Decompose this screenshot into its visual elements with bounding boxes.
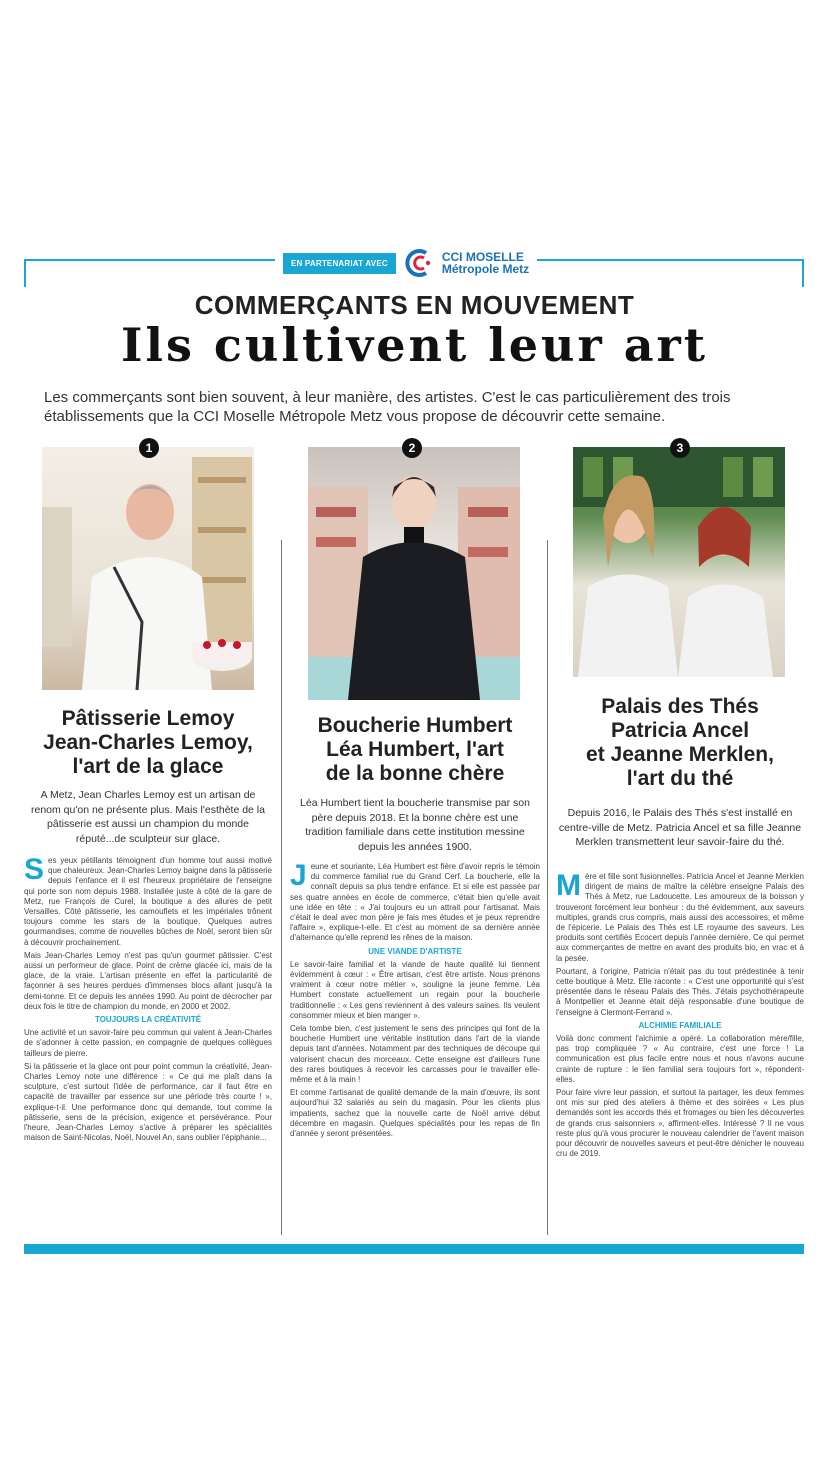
article-3-paragraph-3: Voilà donc comment l'alchimie a opéré. La collaboration mère/fille, pas trop compliquée ? « Au contraire, c'est une force ! La communication est plus facile entre nous et nous n'avons aucune crainte de rupture : le lien familial sera toujours fort », répondent-elles. bbox=[556, 1034, 804, 1084]
article-lede-1: A Metz, Jean Charles Lemoy est un artisan de renom qu'on ne présente plus. Mais l'esthète de la pâtisserie est aussi un champion du monde réputé...de sculpteur sur glace. bbox=[31, 789, 265, 845]
dropcap-1: S bbox=[24, 853, 45, 886]
article-body-2 bbox=[290, 859, 540, 1142]
article-3-title-line2: Patricia Ancel bbox=[610, 719, 750, 742]
article-2-paragraph-2: Le savoir-faire familial et la viande de haute qualité lui tiennent évidemment à cœur : « Être artisan, c'est être artiste. Nous prenons vraiment à cœur notre métier », souligne la jeune femme. Léa Humbert constate actuellement un regain pour la boucherie traditionnelle : « Les gens reviennent à des valeurs saines. Ils veulent consommer mieux et bien manger ». bbox=[290, 959, 540, 1020]
article-lede-2: Léa Humbert tient la boucherie transmise par son père depuis 2018. Et la bonne chère est une tradition familiale dans cette institution messine depuis les années 1900. bbox=[300, 797, 530, 853]
article-body-1 bbox=[24, 853, 272, 1146]
article-1-paragraph-3: Une activité et un savoir-faire peu commun qui valent à Jean-Charles de s'adonner à cette passion, en compagnie de quelques collègues tailleurs de pierre. bbox=[24, 1028, 272, 1058]
article-number-2: 2 bbox=[402, 438, 422, 458]
article-3-paragraph-4: Pour faire vivre leur passion, et surtout la partager, les deux femmes ont mis sur pied des ateliers à thème et des soirées « Les plus demandés sont les accords thés et fromages ou bien les découvertes de grands crus saisonniers », affirment-elles. Intéressé ? Il ne vous reste plus qu'à vous procurer le nouveau calendrier de l'avent maison pour découvrir de nouvelles saveurs et peut-être dénicher le nouveau cru de 2019. bbox=[556, 1088, 804, 1159]
article-1-paragraph-2: Mais Jean-Charles Lemoy n'est pas qu'un gourmet pâtissier. C'est aussi un performeur de glace. Point de crème glacée ici, mais de la glace, de la vraie. L'artisan présente en effet la particularité de façonner à ses heures perdues d'immenses blocs allant jusqu'à la demi-tonne. Et ce depuis les années 1990. Au point de décrocher par deux fois le titre de champion du monde, en 2000 et 2002. bbox=[24, 950, 272, 1011]
article-2-title-line1: Boucherie Humbert bbox=[317, 714, 513, 737]
article-1-paragraph-1: es yeux pétillants témoignent d'un homme tout aussi motivé que chaleureux. Jean-Charles Lemoy baigne dans la pâtisserie depuis l'enfance et il est l'heureux propriétaire de l'enseigne qui porte son nom depuis 1988. Installée juste à côté de la gare de Metz, rue François de Curel, la boutique a des allures de petit Versailles. Côté pâtisserie, les camouflets et les impériales trônent toujours comme les stars de la boutique. Quelques autres gourmandises, comme de nouvelles bûches de Noël, seront bien sûr à découvrir prochainement. bbox=[24, 856, 272, 947]
article-title-1 bbox=[26, 707, 270, 779]
photo-palais-des-thes bbox=[573, 447, 785, 677]
article-3-paragraph-1: ère et fille sont fusionnelles. Patricia Ancel et Jeanne Merklen dirigent de mains de maître la célèbre enseigne Palais des Thés à Metz, rue Ladoucette. Les amoureux de la boisson y trouveront forcément leur bonheur : du thé évidemment, aux saveurs multiples, grands crus compris, mais aussi des accessoires, et même de l'épicerie. Le Palais des Thés est LE royaume des saveurs. Les produits sont certifiés Ecocert depuis l'année dernière. Ce qui permet aux commerçantes de mettre en avant des produits bio, en vrac et à la pesée. bbox=[556, 872, 804, 963]
article-3-title-line3: et Jeanne Merklen, bbox=[586, 743, 774, 766]
partner-banner bbox=[275, 247, 537, 279]
column-divider-2 bbox=[547, 540, 548, 1235]
partner-badge: EN PARTENARIAT AVEC bbox=[283, 253, 396, 274]
headline: Ils cultivent leur art bbox=[121, 318, 708, 372]
bottom-accent-bar bbox=[24, 1244, 804, 1254]
frame-left-rule bbox=[24, 259, 26, 287]
intro-paragraph: Les commerçants sont bien souvent, à leur manière, des artistes. C'est le cas particulièrement des trois établissements que la CCI Moselle Métropole Metz vous propose de découvrir cette semaine. bbox=[44, 389, 731, 425]
kicker: COMMERÇANTS EN MOUVEMENT bbox=[194, 290, 635, 320]
cci-logo-line1: CCI MOSELLE bbox=[441, 250, 524, 264]
article-1-subheading: TOUJOURS LA CRÉATIVITÉ bbox=[94, 1015, 202, 1025]
article-3-paragraph-2: Pourtant, à l'origine, Patricia n'était pas du tout prédestinée à tenir cette boutique à Metz. Elle raconte : « C'est une opportunité qui s'est présentée dans le réseau Palais des Thés. J'étais psychothérapeute à Montpellier et Jeanne était déjà responsable d'une boutique de l'enseigne à Clermont-Ferrand ». bbox=[556, 966, 804, 1017]
article-2-title-line2: Léa Humbert, l'art bbox=[326, 738, 504, 761]
dropcap-3: M bbox=[556, 869, 581, 902]
photo-patisserie bbox=[42, 447, 254, 690]
article-2-paragraph-4: Et comme l'artisanat de qualité demande de la main d'œuvre, ils sont aujourd'hui 32 salariés au sein du magasin. Pour les clients plus impatients, sachez que la nouvelle carte de Noël arrive début décembre en magasin. Quelques spécialités pour les repas de fin d'année y seront présentées. bbox=[290, 1088, 540, 1139]
article-2-paragraph-1: eune et souriante, Léa Humbert est fière d'avoir repris le témoin du commerce familial rue du Grand Cerf. La boucherie, elle la connaît depuis sa plus tendre enfance. Et si elle est passée par ses quatre années en école de commerce, c'était bien qu'elle avait une idée en tête : « J'ai toujours eu un attrait pour l'artisanat. Mais c'était le deal avec mon père je fais mes études et je peux reprendre l'affaire », explique-t-elle. Et c'est au moment de sa dernière année d'alternance qu'elle reprend les rênes de la maison. bbox=[290, 862, 540, 943]
cci-logo-text bbox=[442, 251, 529, 275]
article-2-title-line3: de la bonne chère bbox=[325, 762, 505, 785]
dropcap-2: J bbox=[290, 859, 307, 892]
article-3-subheading: ALCHIMIE FAMILIALE bbox=[638, 1020, 722, 1030]
article-1-title-line1: Pâtisserie Lemoy bbox=[61, 707, 235, 730]
article-number-1: 1 bbox=[139, 438, 159, 458]
cci-logo-icon bbox=[404, 247, 436, 279]
article-1-title-line2: Jean-Charles Lemoy, bbox=[43, 731, 253, 754]
article-title-2 bbox=[290, 714, 540, 786]
article-lede-3: Depuis 2016, le Palais des Thés s'est installé en centre-ville de Metz. Patricia Ancel et sa fille Jeanne Merklen transmettent leur savoir-faire du thé. bbox=[558, 807, 802, 848]
article-1-title-line3: l'art de la glace bbox=[72, 755, 224, 778]
article-2-paragraph-3: Cela tombe bien, c'est justement le sens des principes qui font de la boucherie Humbert une véritable institution dans l'art de la viande depuis tant d'années. Notamment par des techniques de découpe qui valorisent chacun des morceaux. Cette enseigne est d'ailleurs l'une des rares boutiques à recevoir les carcasses pour le travailler elle-même et à la main ! bbox=[290, 1024, 540, 1085]
article-3-title-line1: Palais des Thés bbox=[601, 695, 759, 718]
article-1-paragraph-4: Si la pâtisserie et la glace ont pour point commun la créativité, Jean-Charles Lemoy note une différence : « Ce qui me plaît dans la sculpture, c'est surtout l'idée de performance, car il faut être en capacité de travailler par essence sur une période très courte ! », explique-t-il. Une performance donc qui demande, tout comme la pâtisserie, sens de la précision, exigence et persévérance. Pour l'heure, Jean-Charles Lemoy s'active à préparer les spécialités maison de Saint-Nicolas, Noël, Nouvel An, sans oublier l'épiphanie... bbox=[24, 1061, 272, 1143]
article-body-3 bbox=[556, 869, 804, 1162]
cci-logo-line2: Métropole Metz bbox=[441, 262, 530, 276]
column-divider-1 bbox=[281, 540, 282, 1235]
article-title-3 bbox=[556, 695, 804, 791]
article-number-3: 3 bbox=[670, 438, 690, 458]
article-3-title-line4: l'art du thé bbox=[626, 767, 734, 790]
article-2-subheading: UNE VIANDE D'ARTISTE bbox=[368, 946, 462, 956]
frame-right-rule bbox=[802, 259, 804, 287]
photo-boucherie bbox=[308, 447, 520, 700]
